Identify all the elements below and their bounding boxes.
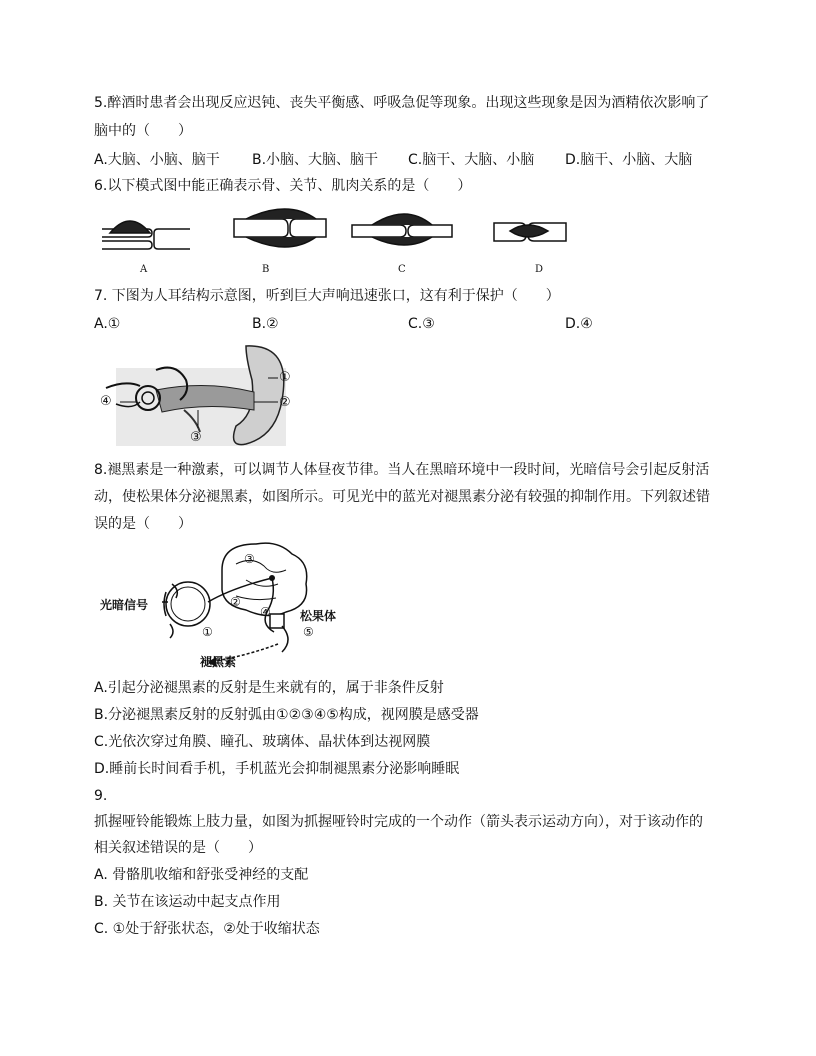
q9-option-b: B. 关节在该运动中起支点作用 (94, 894, 281, 910)
q8-fig-num-1: ① (202, 625, 213, 639)
q9-option-c: C. ①处于舒张状态，②处于收缩状态 (94, 921, 320, 937)
q5-option-d: D.脑干、小脑、大脑 (565, 152, 693, 168)
q7-stem: 7. 下图为人耳结构示意图，听到巨大声响迅速张口，这有利于保护（ ） (94, 288, 560, 304)
bone-joint-muscle-diagrams (96, 205, 586, 253)
q9-option-a: A. 骨骼肌收缩和舒张受神经的支配 (94, 867, 309, 883)
diagram-a (102, 221, 190, 249)
q5-option-a: A.大脑、小脑、脑干 (94, 152, 220, 168)
q8-pineal-label: 松果体 (300, 609, 337, 623)
q7-option-a: A.① (94, 316, 121, 332)
q7-fig-label-3: ③ (190, 430, 202, 445)
q8-signal-label: 光暗信号 (100, 598, 149, 612)
q8-stem-line3: 误的是（ ） (94, 516, 192, 532)
q9-stem-line1: 抓握哑铃能锻炼上肢力量，如图为抓握哑铃时完成的一个动作（箭头表示运动方向），对于该动作的 (94, 814, 703, 830)
q5-option-b: B.小脑、大脑、脑干 (252, 152, 379, 168)
diagram-c (352, 214, 452, 245)
q8-fig-num-4: ④ (260, 605, 271, 619)
q8-fig-num-2: ② (230, 595, 241, 609)
q7-fig-label-1: ① (279, 370, 291, 385)
q6-label-d: D (535, 264, 544, 275)
q5-option-c: C.脑干、大脑、小脑 (408, 152, 535, 168)
q7-option-c: C.③ (408, 316, 435, 332)
q8-option-a: A.引起分泌褪黑素的反射是生来就有的，属于非条件反射 (94, 680, 444, 696)
q5-stem-line1: 5.醉酒时患者会出现反应迟钝、丧失平衡感、呼吸急促等现象。出现这些现象是因为酒精依次影响了 (94, 95, 710, 111)
q8-stem-line1: 8.褪黑素是一种激素，可以调节人体昼夜节律。当人在黑暗环境中一段时间，光暗信号会引起反射活 (94, 462, 710, 478)
diagram-d (494, 223, 566, 241)
q9-number: 9. (94, 788, 108, 804)
q6-label-b: B (262, 264, 270, 275)
q5-stem-line2: 脑中的（ ） (94, 123, 192, 139)
q7-fig-label-4: ④ (100, 394, 112, 409)
q8-stem-line2: 动，使松果体分泌褪黑素，如图所示。可见光中的蓝光对褪黑素分泌有较强的抑制作用。下列叙述错 (94, 489, 710, 505)
q8-fig-num-3: ③ (244, 552, 255, 566)
q8-fig-num-5: ⑤ (303, 625, 314, 639)
q8-option-d: D.睡前长时间看手机，手机蓝光会抑制褪黑素分泌影响睡眠 (94, 761, 460, 777)
q8-option-b: B.分泌褪黑素反射的反射弧由①②③④⑤构成，视网膜是感受器 (94, 707, 479, 723)
q7-option-d: D.④ (565, 316, 593, 332)
q7-fig-label-2: ② (279, 395, 291, 410)
q6-stem: 6.以下模式图中能正确表示骨、关节、肌肉关系的是（ ） (94, 178, 472, 194)
diagram-b (234, 209, 326, 247)
q8-melatonin-label: 褪黑素 (200, 655, 237, 669)
q6-label-a: A (140, 264, 148, 275)
q9-stem-line2: 相关叙述错误的是（ ） (94, 840, 262, 856)
q6-label-c: C (398, 264, 406, 275)
q8-option-c: C.光依次穿过角膜、瞳孔、玻璃体、晶状体到达视网膜 (94, 734, 431, 750)
q7-option-b: B.② (252, 316, 279, 332)
